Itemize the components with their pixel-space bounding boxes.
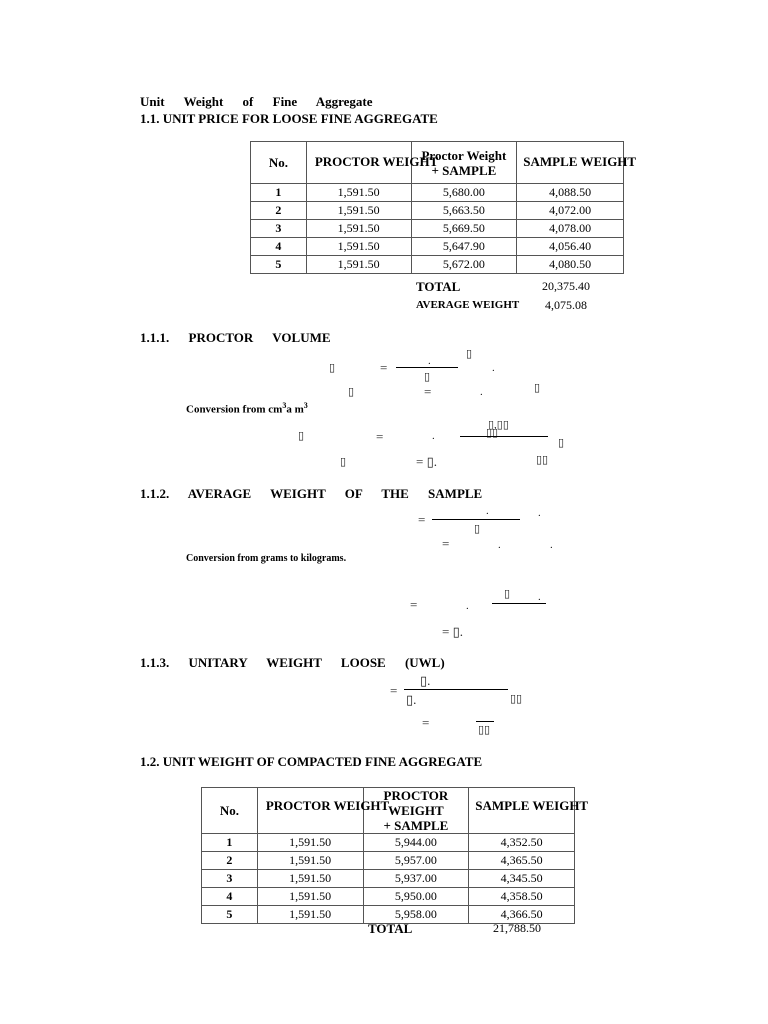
formula-glyph: ▯ (424, 371, 431, 383)
conversion-cm3-sup: 3 (282, 401, 287, 410)
formula-equals: = (380, 360, 388, 375)
formula-glyph: . (432, 430, 435, 442)
row-number: 1 (202, 834, 258, 852)
sample-weight-cell: 4,056.40 (517, 238, 624, 256)
header-proctor-weight-label: PROCTOR WEIGHT (314, 154, 439, 169)
table-row (251, 220, 624, 238)
proctor-weight-cell: 1,591.50 (257, 906, 363, 924)
proctor-plus-sample-cell: 5,669.50 (411, 220, 517, 238)
table-row (202, 888, 575, 906)
proctor-plus-sample-cell: 5,647.90 (411, 238, 517, 256)
formula-glyph: ▯ (504, 588, 511, 600)
formula-glyph: ▯ (298, 430, 305, 442)
table-header-row (202, 788, 575, 834)
conversion-m3-sup: 3 (303, 401, 308, 410)
table1-average-label: AVERAGE WEIGHT (416, 299, 520, 311)
proctor-plus-sample-cell: 5,672.00 (411, 256, 517, 274)
table1-total-value: 20,375.40 (542, 279, 590, 293)
row-number: 4 (251, 238, 307, 256)
proctor-weight-cell: 1,591.50 (257, 870, 363, 888)
header-sample-weight-label: SAMPLE WEIGHT (523, 154, 637, 169)
formula-glyph: ▯ (474, 523, 481, 535)
section-heading-1-1-3: 1.1.3. UNITARY WEIGHT LOOSE (UWL) (140, 655, 445, 670)
proctor-plus-sample-cell: 5,680.00 (411, 184, 517, 202)
formula-glyph: ▯ (558, 437, 565, 449)
formula-glyph: ▯ (340, 456, 347, 468)
row-number: 5 (251, 256, 307, 274)
sample-weight-cell: 4,345.50 (469, 870, 575, 888)
header-proctor-weight-label: PROCTOR WEIGHT (265, 798, 390, 813)
table-row (251, 256, 624, 274)
formula-glyph: . (498, 539, 501, 551)
sample-weight-cell: 4,072.00 (517, 202, 624, 220)
header-proctor-plus-sample-line2: + SAMPLE (383, 818, 449, 833)
fraction-bar (404, 689, 508, 690)
sample-weight-cell: 4,366.50 (469, 906, 575, 924)
table2-total-value: 21,788.50 (493, 921, 541, 935)
formula-glyph: . (538, 591, 541, 603)
proctor-weight-cell: 1,591.50 (306, 202, 411, 220)
table1-average-value: 4,075.08 (545, 298, 587, 312)
loose-aggregate-table (250, 141, 637, 274)
fraction-bar (396, 367, 458, 368)
conversion-m3-text: a m (286, 403, 304, 416)
fraction-bar (460, 436, 548, 437)
sample-weight-cell: 4,078.00 (517, 220, 624, 238)
row-number: 1 (251, 184, 307, 202)
proctor-weight-cell: 1,591.50 (306, 184, 411, 202)
fraction-bar (432, 519, 520, 520)
fraction-bar (492, 603, 546, 604)
section-heading-1-2: 1.2. UNIT WEIGHT OF COMPACTED FINE AGGREGATE (140, 754, 483, 769)
proctor-plus-sample-cell: 5,958.00 (363, 906, 469, 924)
formula-glyph: . (480, 386, 483, 398)
table-row (251, 202, 624, 220)
sample-weight-cell: 4,088.50 (517, 184, 624, 202)
proctor-plus-sample-cell: 5,937.00 (363, 870, 469, 888)
table-row (251, 238, 624, 256)
sample-weight-cell: 4,352.50 (469, 834, 575, 852)
header-proctor-plus-sample (411, 142, 517, 184)
formula-equals: = (410, 597, 418, 612)
formula-glyph: . (428, 355, 431, 367)
header-no: No. (202, 788, 258, 834)
header-proctor-weight (306, 142, 439, 184)
formula-glyph: . (538, 507, 541, 519)
formula-glyph: . (466, 600, 469, 612)
table-row (202, 852, 575, 870)
table-row (202, 834, 575, 852)
header-proctor-plus-sample (363, 788, 469, 834)
formula-equals: = (390, 683, 398, 698)
formula-glyph: ▯▯ (536, 454, 549, 466)
header-no: No. (251, 142, 307, 184)
header-proctor-plus-sample-line2: + SAMPLE (431, 162, 497, 178)
formula-result: = ▯. (416, 454, 437, 469)
proctor-plus-sample-cell: 5,957.00 (363, 852, 469, 870)
table-row (202, 870, 575, 888)
row-number: 3 (202, 870, 258, 888)
formula-glyph: ▯▯ (486, 427, 499, 439)
formula-glyph: ▯▯ (478, 724, 491, 736)
proctor-plus-sample-cell: 5,663.50 (411, 202, 517, 220)
sample-weight-cell: 4,080.50 (517, 256, 624, 274)
header-sample-weight (469, 788, 589, 834)
formula-glyph: . (486, 505, 489, 517)
formula-equals: = (422, 715, 430, 730)
header-sample-weight (517, 142, 637, 184)
table-row (251, 184, 624, 202)
row-number: 5 (202, 906, 258, 924)
header-proctor-plus-sample-line1: PROCTOR WEIGHT (383, 788, 449, 818)
formula-glyph: ▯. (406, 692, 417, 707)
proctor-weight-cell: 1,591.50 (306, 238, 411, 256)
table2-total-label: TOTAL (368, 921, 413, 936)
header-proctor-weight (257, 788, 390, 834)
section-heading-1-1: 1.1. UNIT PRICE FOR LOOSE FINE AGGREGATE (140, 111, 438, 126)
formula-glyph: ▯ (348, 386, 355, 398)
conversion-cm3-note (186, 401, 308, 416)
conversion-cm3-text: Conversion from cm (186, 403, 283, 416)
row-number: 3 (251, 220, 307, 238)
proctor-weight-cell: 1,591.50 (306, 220, 411, 238)
formula-glyph: ▯ (329, 362, 336, 374)
formula-glyph: ▯,▯▯ (488, 419, 509, 431)
section-heading-1-1-1: 1.1.1. PROCTOR VOLUME (140, 330, 331, 345)
table-header-row (251, 142, 624, 184)
sample-weight-cell: 4,358.50 (469, 888, 575, 906)
formula-glyph: . (550, 539, 553, 551)
header-sample-weight-label: SAMPLE WEIGHT (475, 798, 589, 813)
row-number: 2 (251, 202, 307, 220)
formula-result: = ▯. (442, 624, 463, 639)
formula-equals: = (376, 429, 384, 444)
row-number: 2 (202, 852, 258, 870)
document-title: Unit Weight of Fine Aggregate (140, 94, 373, 109)
formula-equals: = (418, 512, 426, 527)
row-number: 4 (202, 888, 258, 906)
conversion-grams-note: Conversion from grams to kilograms. (186, 553, 347, 564)
proctor-weight-cell: 1,591.50 (257, 888, 363, 906)
compacted-aggregate-table (201, 787, 589, 924)
formula-glyph: ▯ (534, 382, 541, 394)
formula-glyph: ▯. (420, 673, 431, 688)
fraction-bar (476, 721, 494, 722)
proctor-weight-cell: 1,591.50 (257, 852, 363, 870)
formula-glyph: ▯ (466, 348, 473, 360)
formula-equals: = (424, 384, 432, 399)
sample-weight-cell: 4,365.50 (469, 852, 575, 870)
proctor-weight-cell: 1,591.50 (257, 834, 363, 852)
formula-glyph: . (492, 362, 495, 374)
proctor-plus-sample-cell: 5,944.00 (363, 834, 469, 852)
header-proctor-plus-sample-line1: Proctor Weight (421, 147, 507, 163)
section-heading-1-1-2: 1.1.2. AVERAGE WEIGHT OF THE SAMPLE (140, 486, 483, 501)
proctor-weight-cell: 1,591.50 (306, 256, 411, 274)
proctor-plus-sample-cell: 5,950.00 (363, 888, 469, 906)
table1-total-label: TOTAL (416, 279, 461, 294)
formula-equals: = (442, 536, 450, 551)
formula-glyph: ▯▯ (510, 693, 523, 705)
